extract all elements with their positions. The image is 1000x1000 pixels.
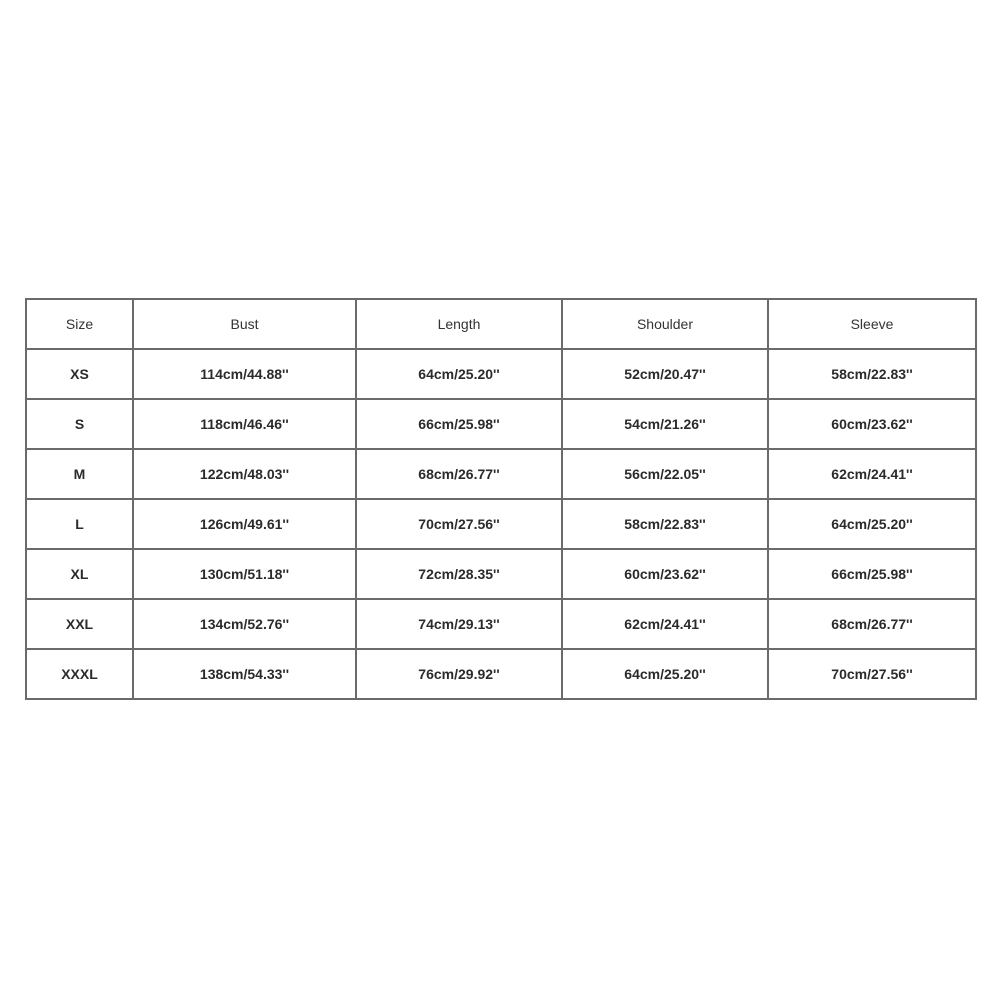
cell-bust: 134cm/52.76'' <box>133 599 356 649</box>
cell-sleeve: 60cm/23.62'' <box>768 399 976 449</box>
cell-shoulder: 56cm/22.05'' <box>562 449 768 499</box>
header-sleeve: Sleeve <box>768 299 976 349</box>
cell-size: XXL <box>26 599 133 649</box>
table-header-row <box>26 299 976 349</box>
header-size: Size <box>26 299 133 349</box>
cell-size: XXXL <box>26 649 133 699</box>
cell-length: 74cm/29.13'' <box>356 599 562 649</box>
cell-shoulder: 52cm/20.47'' <box>562 349 768 399</box>
cell-size: XS <box>26 349 133 399</box>
cell-bust: 126cm/49.61'' <box>133 499 356 549</box>
header-shoulder: Shoulder <box>562 299 768 349</box>
cell-sleeve: 68cm/26.77'' <box>768 599 976 649</box>
cell-bust: 130cm/51.18'' <box>133 549 356 599</box>
cell-shoulder: 62cm/24.41'' <box>562 599 768 649</box>
table-row <box>26 449 976 499</box>
table-row <box>26 649 976 699</box>
cell-shoulder: 54cm/21.26'' <box>562 399 768 449</box>
cell-length: 66cm/25.98'' <box>356 399 562 449</box>
cell-shoulder: 60cm/23.62'' <box>562 549 768 599</box>
table-row <box>26 499 976 549</box>
cell-sleeve: 66cm/25.98'' <box>768 549 976 599</box>
cell-size: L <box>26 499 133 549</box>
cell-bust: 118cm/46.46'' <box>133 399 356 449</box>
cell-shoulder: 64cm/25.20'' <box>562 649 768 699</box>
header-length: Length <box>356 299 562 349</box>
cell-bust: 114cm/44.88'' <box>133 349 356 399</box>
cell-length: 70cm/27.56'' <box>356 499 562 549</box>
header-bust: Bust <box>133 299 356 349</box>
cell-length: 68cm/26.77'' <box>356 449 562 499</box>
cell-sleeve: 62cm/24.41'' <box>768 449 976 499</box>
cell-size: S <box>26 399 133 449</box>
size-chart-table <box>25 298 977 700</box>
cell-length: 72cm/28.35'' <box>356 549 562 599</box>
cell-shoulder: 58cm/22.83'' <box>562 499 768 549</box>
table-row <box>26 399 976 449</box>
table-row <box>26 349 976 399</box>
cell-size: M <box>26 449 133 499</box>
cell-sleeve: 64cm/25.20'' <box>768 499 976 549</box>
cell-sleeve: 58cm/22.83'' <box>768 349 976 399</box>
cell-sleeve: 70cm/27.56'' <box>768 649 976 699</box>
cell-length: 76cm/29.92'' <box>356 649 562 699</box>
cell-size: XL <box>26 549 133 599</box>
table-row <box>26 599 976 649</box>
cell-bust: 122cm/48.03'' <box>133 449 356 499</box>
cell-bust: 138cm/54.33'' <box>133 649 356 699</box>
cell-length: 64cm/25.20'' <box>356 349 562 399</box>
table-row <box>26 549 976 599</box>
